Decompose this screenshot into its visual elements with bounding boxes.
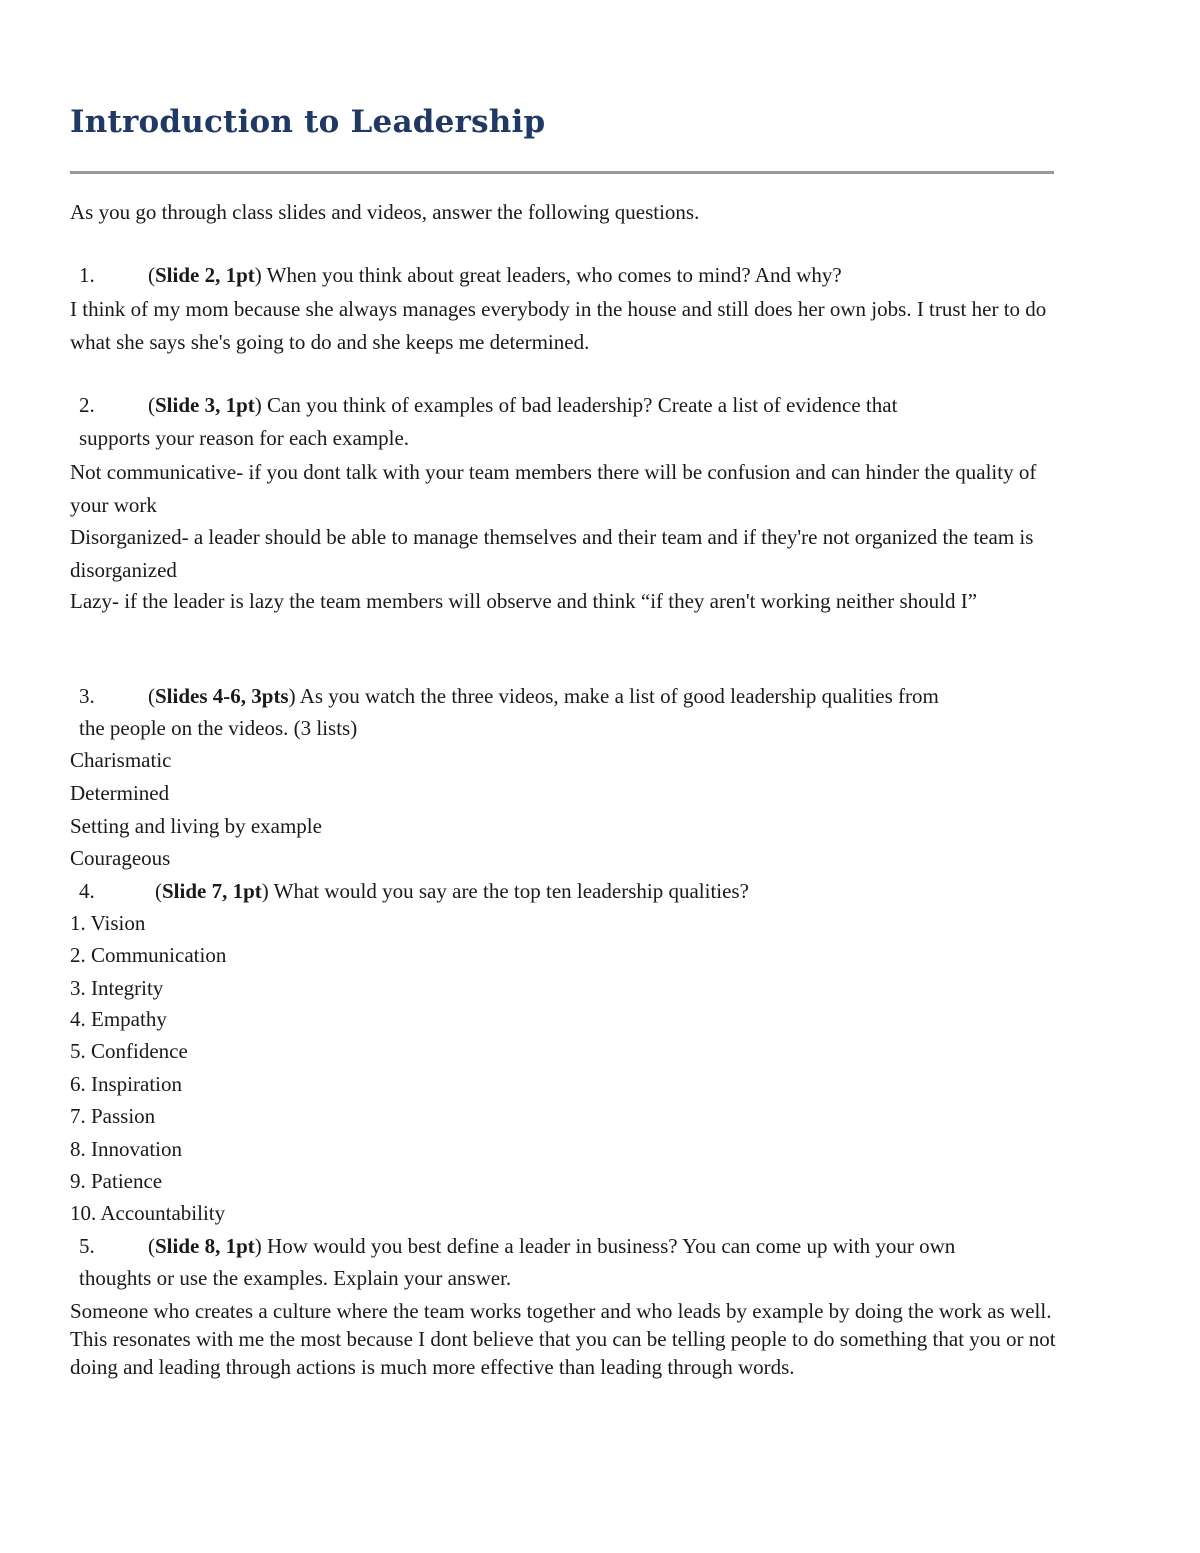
question-5-number: 5. [79,1234,95,1258]
question-4-prompt: What would you say are the top ten leadership qualities? [268,879,749,903]
question-2-answer-2: Disorganized- a leader should be able to manage themselves and their team and if they're not organized the team is disorganized [70,525,1034,582]
question-4-answer-6: 6. Inspiration [70,1072,182,1096]
question-4-number: 4. [79,879,95,903]
question-4-answer-1: 1. Vision [70,911,146,935]
document-title: Introduction to Leadership [70,104,546,140]
question-2-text: (Slide 3, 1pt) Can you think of examples of bad leadership? Create a list of evidence that [148,393,898,417]
question-2-number: 2. [79,393,95,417]
question-3-answer-4: Courageous [70,846,171,870]
question-2-slide: Slide 3, 1pt [155,393,255,417]
question-4-text: (Slide 7, 1pt) What would you say are the top ten leadership qualities? [155,879,749,903]
question-1-answer: I think of my mom because she always manages everybody in the house and still does her own jobs. I trust her to do what she says she's going to do and she keeps me determined. [70,297,1047,354]
question-3-prompt: As you watch the three videos, make a list of good leadership qualities from [295,684,939,708]
question-3-answer-2: Determined [70,781,170,805]
question-1-slide: Slide 2, 1pt [155,263,255,287]
question-2-answer-1: Not communicative- if you dont talk with your team members there will be confusion and can hinder the quality of your work [70,460,1037,517]
question-4-answer-4: 4. Empathy [70,1007,167,1031]
question-4-answer-9: 9. Patience [70,1169,163,1193]
question-3-answer-3: Setting and living by example [70,814,322,838]
question-2-prompt: Can you think of examples of bad leadership? Create a list of evidence that [261,393,898,417]
intro-text: As you go through class slides and videos, answer the following questions. [70,200,700,224]
question-3-number: 3. [79,684,95,708]
question-4-answer-2: 2. Communication [70,943,227,967]
question-1-text: (Slide 2, 1pt) When you think about great leaders, who comes to mind? And why? [148,263,842,287]
question-3-text-cont: the people on the videos. (3 lists) [79,716,358,740]
question-1-prompt: When you think about great leaders, who comes to mind? And why? [261,263,842,287]
question-5-slide: Slide 8, 1pt [155,1234,255,1258]
question-3-text: (Slides 4-6, 3pts) As you watch the three videos, make a list of good leadership qualities from [148,684,939,708]
question-3-slide: Slides 4-6, 3pts [155,684,289,708]
question-4-answer-10: 10. Accountability [70,1201,226,1225]
question-5-answer: Someone who creates a culture where the team works together and who leads by example by doing the work as well. This resonates with me the most because I dont believe that you can be telling people to do something that you or not doing and leading through actions is much more effective than leading through words. [70,1299,1056,1379]
question-5-text-cont: thoughts or use the examples. Explain your answer. [79,1266,512,1290]
question-2-answer-3: Lazy- if the leader is lazy the team members will observe and think “if they aren't working neither should I” [70,589,978,613]
question-3-answer-1: Charismatic [70,748,172,772]
question-4-answer-7: 7. Passion [70,1104,156,1128]
question-5-text: (Slide 8, 1pt) How would you best define a leader in business? You can come up with your own [148,1234,956,1258]
question-4-answer-3: 3. Integrity [70,976,164,1000]
question-4-answer-8: 8. Innovation [70,1137,182,1161]
title-divider [70,171,1054,174]
question-2-text-cont: supports your reason for each example. [79,426,410,450]
question-4-answer-5: 5. Confidence [70,1039,188,1063]
question-4-slide: Slide 7, 1pt [162,879,262,903]
question-1-number: 1. [79,263,95,287]
question-5-prompt: How would you best define a leader in business? You can come up with your own [261,1234,956,1258]
